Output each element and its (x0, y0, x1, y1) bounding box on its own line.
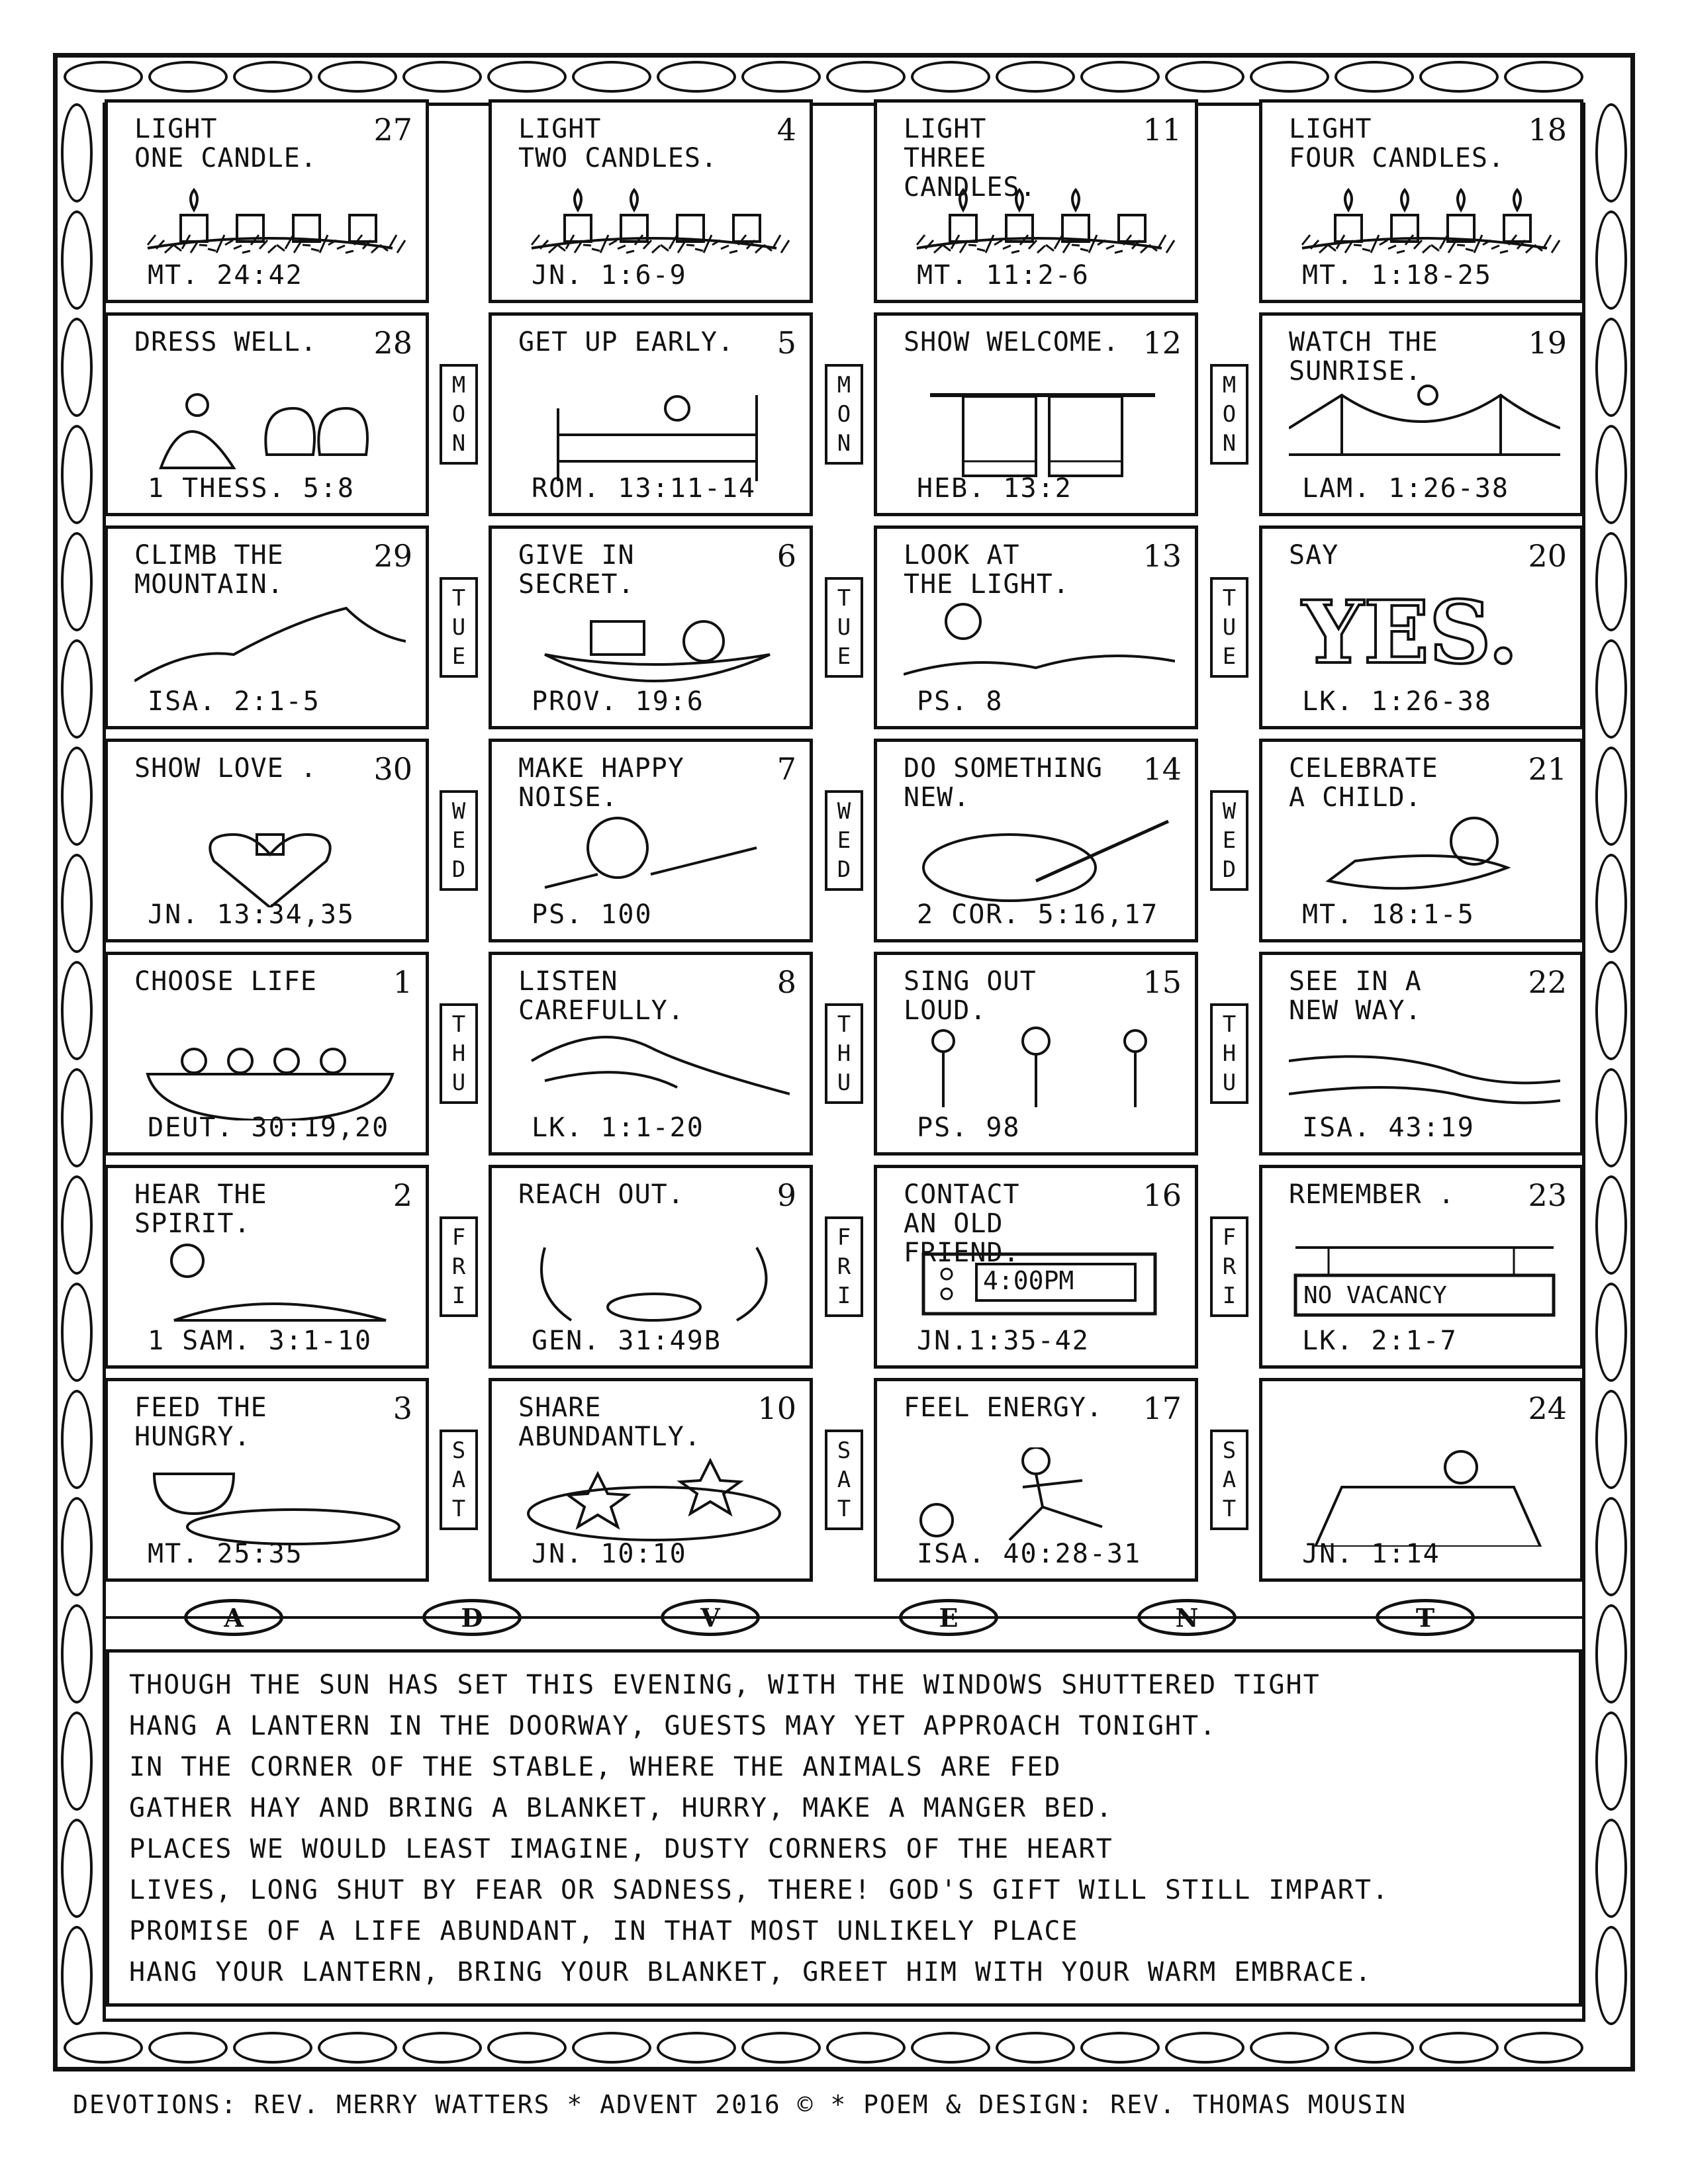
border-oval (911, 61, 990, 93)
advent-letter: D (422, 1599, 522, 1636)
calendar-day-9 (489, 1165, 813, 1369)
scripture-reference: JN. 1:6-9 (532, 260, 687, 291)
poem-line: HANG A LANTERN IN THE DOORWAY, GUESTS MAY YET APPROACH TONIGHT. (129, 1711, 1217, 1741)
border-oval (741, 61, 821, 93)
weekday-text: W E D (825, 790, 863, 891)
border-oval (61, 318, 93, 417)
devotion-title: LIGHT THREE CANDLES. (904, 114, 1037, 203)
day-number: 24 (1528, 1390, 1567, 1426)
advent-letter: E (899, 1599, 998, 1636)
scripture-reference: ROM. 13:11-14 (532, 473, 757, 504)
weekday-text: F R I (825, 1216, 863, 1317)
day-number: 3 (393, 1390, 412, 1426)
weekday-text: F R I (440, 1216, 478, 1317)
border-oval (61, 1497, 93, 1596)
day-number: 21 (1528, 751, 1567, 787)
border-oval (1595, 747, 1627, 846)
bottom-oval-border (61, 2028, 1627, 2068)
border-oval (1595, 532, 1627, 631)
baby-icon (1289, 808, 1560, 907)
credits-footer: DEVOTIONS: REV. MERRY WATTERS * ADVENT 2016 © * POEM & DESIGN: REV. THOMAS MOUSIN (73, 2090, 1407, 2119)
weekday-label (1203, 952, 1256, 1156)
border-oval (1504, 61, 1583, 93)
bed-icon (518, 382, 790, 481)
advent-letter: T (1376, 1599, 1475, 1636)
clock-time: 4:00PM (983, 1266, 1074, 1295)
weekday-text: S A T (440, 1430, 478, 1530)
border-oval (741, 2032, 821, 2064)
scripture-reference: MT. 1:18-25 (1302, 260, 1492, 291)
devotion-title: GIVE IN SECRET. (518, 540, 635, 600)
weekday-label (1203, 739, 1256, 942)
weekday-text: T U E (1210, 577, 1248, 678)
devotion-title: SHOW LOVE . (134, 753, 317, 784)
weekday-text: F R I (1210, 1216, 1248, 1317)
weekday-text: M O N (1210, 364, 1248, 465)
day-number: 1 (393, 964, 412, 1000)
scripture-reference: JN. 1:14 (1302, 1539, 1440, 1569)
day-number: 15 (1143, 964, 1182, 1000)
scripture-reference: PROV. 19:6 (532, 686, 704, 717)
river-icon (1289, 1021, 1560, 1120)
border-oval (318, 2032, 397, 2064)
day-number: 22 (1528, 964, 1567, 1000)
border-oval (1595, 1819, 1627, 1918)
devotion-title: CHOOSE LIFE (134, 966, 317, 997)
scripture-reference: GEN. 31:49B (532, 1326, 722, 1356)
day-number: 20 (1528, 538, 1567, 574)
weekday-label (432, 739, 485, 942)
calendar-day-19 (1259, 312, 1583, 516)
weekday-label (818, 1378, 870, 1582)
devotion-title: SING OUT LOUD. (904, 966, 1037, 1026)
scripture-reference: DEUT. 30:19,20 (148, 1113, 390, 1143)
bulbs-bowl-icon (134, 1021, 406, 1120)
weekday-label (818, 1165, 870, 1369)
devotion-title: SAY (1289, 540, 1339, 570)
border-oval (318, 61, 397, 93)
calendar-day-16 (874, 1165, 1198, 1369)
scripture-reference: PS. 8 (917, 686, 1004, 717)
devotion-title: LIGHT ONE CANDLE. (134, 114, 317, 173)
day-number: 4 (776, 112, 796, 148)
devotion-title: MAKE HAPPY NOISE. (518, 753, 684, 813)
day-number: 27 (373, 112, 412, 148)
scripture-reference: 1 SAM. 3:1-10 (148, 1326, 373, 1356)
scripture-reference: ISA. 40:28-31 (917, 1539, 1142, 1569)
day-number: 16 (1143, 1177, 1182, 1213)
day-number: 28 (373, 325, 412, 361)
border-oval (61, 1926, 93, 2025)
scripture-reference: LK. 2:1-7 (1302, 1326, 1458, 1356)
border-oval (1595, 1926, 1627, 2025)
calendar-day-4 (489, 99, 813, 303)
hat-mittens-icon (134, 382, 406, 481)
calendar-row (105, 99, 1583, 303)
border-oval (1595, 961, 1627, 1060)
border-oval (572, 61, 651, 93)
day-number: 12 (1143, 325, 1182, 361)
border-oval (996, 2032, 1075, 2064)
weekday-text: T H U (1210, 1003, 1248, 1104)
calendar-day-22 (1259, 952, 1583, 1156)
border-oval (1595, 1497, 1627, 1596)
yes-lettering: YES. (1302, 582, 1519, 683)
right-oval-border (1591, 99, 1631, 2032)
devotion-title: CONTACT AN OLD FRIEND. (904, 1179, 1020, 1268)
scripture-reference: HEB. 13:2 (917, 473, 1072, 504)
border-oval (1595, 1068, 1627, 1167)
two-faces-icon (518, 1234, 790, 1334)
devotion-title: SEE IN A NEW WAY. (1289, 966, 1422, 1026)
mountain-icon (134, 595, 406, 694)
weekday-text: S A T (825, 1430, 863, 1530)
devotion-title: LIGHT TWO CANDLES. (518, 114, 718, 173)
calendar-day-23 (1259, 1165, 1583, 1369)
border-oval (1504, 2032, 1583, 2064)
calendar-day-3 (105, 1378, 429, 1582)
calendar-day-12 (874, 312, 1198, 516)
border-oval (1595, 1175, 1627, 1275)
border-oval (657, 2032, 736, 2064)
soccer-icon (904, 1447, 1175, 1547)
calendar-day-2 (105, 1165, 429, 1369)
day-number: 29 (373, 538, 412, 574)
weekday-text: W E D (1210, 790, 1248, 891)
border-oval (1250, 2032, 1329, 2064)
weekday-text: M O N (825, 364, 863, 465)
advent-letter: A (184, 1599, 283, 1636)
weekday-label (818, 312, 870, 516)
day-number: 13 (1143, 538, 1182, 574)
border-oval (61, 1283, 93, 1382)
weekday-text: M O N (440, 364, 478, 465)
towels-icon (904, 382, 1175, 481)
poem-line: HANG YOUR LANTERN, BRING YOUR BLANKET, GREET HIM WITH YOUR WARM EMBRACE. (129, 1957, 1372, 1987)
day-number: 7 (776, 751, 796, 787)
border-oval (1080, 61, 1160, 93)
border-oval (402, 2032, 482, 2064)
scripture-reference: LK. 1:1-20 (532, 1113, 704, 1143)
candles-one-icon (134, 169, 406, 268)
day-number: 11 (1143, 112, 1182, 148)
weekday-text: T H U (825, 1003, 863, 1104)
devotion-title: LIGHT FOUR CANDLES. (1289, 114, 1505, 173)
border-oval (1080, 2032, 1160, 2064)
weekday-text: S A T (1210, 1430, 1248, 1530)
poem-line: THOUGH THE SUN HAS SET THIS EVENING, WITH THE WINDOWS SHUTTERED TIGHT (129, 1670, 1321, 1700)
border-oval (148, 2032, 228, 2064)
day-number: 6 (776, 538, 796, 574)
scripture-reference: ISA. 43:19 (1302, 1113, 1475, 1143)
scripture-reference: PS. 98 (917, 1113, 1021, 1143)
devotion-title: DO SOMETHING NEW. (904, 753, 1103, 813)
poem-box (106, 1649, 1582, 2007)
border-oval (61, 747, 93, 846)
day-number: 14 (1143, 751, 1182, 787)
border-oval (1595, 210, 1627, 310)
border-oval (1595, 103, 1627, 203)
poem-line: PLACES WE WOULD LEAST IMAGINE, DUSTY CORNERS OF THE HEART (129, 1834, 1113, 1864)
advent-letter: V (661, 1599, 760, 1636)
calendar-day-5 (489, 312, 813, 516)
border-oval (487, 2032, 567, 2064)
devotion-title: HEAR THE SPIRIT. (134, 1179, 267, 1239)
border-oval (572, 2032, 651, 2064)
cup-plate-icon (134, 1447, 406, 1547)
scripture-reference: 1 THESS. 5:8 (148, 473, 355, 504)
scripture-reference: PS. 100 (532, 899, 653, 930)
weekday-text: T H U (440, 1003, 478, 1104)
weekday-label (1203, 1165, 1256, 1369)
calendar-day-10 (489, 1378, 813, 1582)
scripture-reference: JN. 10:10 (532, 1539, 687, 1569)
border-oval (61, 961, 93, 1060)
border-oval (64, 2032, 143, 2064)
candles-three-icon (904, 169, 1175, 268)
scripture-reference: MT. 24:42 (148, 260, 303, 291)
border-oval (1165, 2032, 1244, 2064)
border-oval (487, 61, 567, 93)
border-oval (61, 210, 93, 310)
border-oval (826, 2032, 906, 2064)
scripture-reference: ISA. 2:1-5 (148, 686, 320, 717)
poem-line: PROMISE OF A LIFE ABUNDANT, IN THAT MOST UNLIKELY PLACE (129, 1916, 1079, 1946)
calendar-row (105, 952, 1583, 1156)
border-oval (61, 1390, 93, 1489)
devotion-title: WATCH THE SUNRISE. (1289, 327, 1438, 387)
calendar-day-15 (874, 952, 1198, 1156)
gift-basket-icon (518, 595, 790, 694)
border-oval (1165, 61, 1244, 93)
calendar-day-1 (105, 952, 429, 1156)
candles-two-icon (518, 169, 790, 268)
weekday-label (432, 1378, 485, 1582)
devotion-title: LOOK AT THE LIGHT. (904, 540, 1070, 600)
heart-candle-icon (134, 808, 406, 907)
scripture-reference: MT. 25:35 (148, 1539, 303, 1569)
devotion-title: SHOW WELCOME. (904, 327, 1120, 357)
calendar-day-30 (105, 739, 429, 942)
border-oval (61, 103, 93, 203)
weekday-text: T U E (825, 577, 863, 678)
weekday-text: T U E (440, 577, 478, 678)
calendar-day-6 (489, 525, 813, 729)
border-oval (1335, 2032, 1414, 2064)
devotion-title: GET UP EARLY. (518, 327, 735, 357)
devotion-title: LISTEN CAREFULLY. (518, 966, 684, 1026)
devotion-title: DRESS WELL. (134, 327, 317, 357)
happy-child-icon (518, 808, 790, 907)
border-oval (1335, 61, 1414, 93)
advent-banner (105, 1594, 1583, 1645)
border-oval (1595, 425, 1627, 524)
calendar-day-7 (489, 739, 813, 942)
devotion-title: FEED THE HUNGRY. (134, 1392, 267, 1452)
day-number: 9 (776, 1177, 796, 1213)
devotion-title: CELEBRATE A CHILD. (1289, 753, 1438, 813)
angel-face-icon (518, 1021, 790, 1120)
border-oval (1595, 1283, 1627, 1382)
devotion-title: REACH OUT. (518, 1179, 684, 1210)
scripture-reference: MT. 11:2-6 (917, 260, 1090, 291)
vacancy-sign-text: NO VACANCY (1303, 1282, 1447, 1309)
weekday-label (432, 312, 485, 516)
poem-line: IN THE CORNER OF THE STABLE, WHERE THE ANIMALS ARE FED (129, 1752, 1062, 1782)
weekday-label (818, 739, 870, 942)
singers-icon (904, 1021, 1175, 1120)
border-oval (61, 532, 93, 631)
calendar-row (105, 1165, 1583, 1369)
border-oval (148, 61, 228, 93)
border-oval (61, 1711, 93, 1811)
advent-banner-line (105, 1616, 1583, 1619)
day-number: 8 (776, 964, 796, 1000)
border-oval (1595, 1711, 1627, 1811)
calendar-day-14 (874, 739, 1198, 942)
border-oval (911, 2032, 990, 2064)
border-oval (64, 61, 143, 93)
calendar-day-8 (489, 952, 813, 1156)
calendar-row (105, 525, 1583, 729)
day-number: 18 (1528, 112, 1567, 148)
poem-line: LIVES, LONG SHUT BY FEAR OR SADNESS, THERE! GOD'S GIFT WILL STILL IMPART. (129, 1875, 1389, 1905)
poem-line: GATHER HAY AND BRING A BLANKET, HURRY, MAKE A MANGER BED. (129, 1793, 1113, 1823)
border-oval (61, 639, 93, 739)
palette-icon (904, 808, 1175, 907)
border-oval (402, 61, 482, 93)
night-sky-icon (904, 595, 1175, 694)
calendar-day-17 (874, 1378, 1198, 1582)
day-number: 5 (776, 325, 796, 361)
devotion-title: SHARE ABUNDANTLY. (518, 1392, 701, 1452)
calendar-day-21 (1259, 739, 1583, 942)
devotion-title: FEEL ENERGY. (904, 1392, 1103, 1423)
calendar-day-11 (874, 99, 1198, 303)
weekday-label (1203, 312, 1256, 516)
calendar-day-24 (1259, 1378, 1583, 1582)
border-oval (233, 2032, 312, 2064)
border-oval (233, 61, 312, 93)
calendar-day-13 (874, 525, 1198, 729)
scripture-reference: MT. 18:1-5 (1302, 899, 1475, 930)
devotion-title: CLIMB THE MOUNTAIN. (134, 540, 284, 600)
border-oval (1595, 318, 1627, 417)
calendar-day-20 (1259, 525, 1583, 729)
border-oval (1595, 639, 1627, 739)
day-number: 10 (757, 1390, 796, 1426)
border-oval (996, 61, 1075, 93)
calendar-row (105, 312, 1583, 516)
calendar-day-27 (105, 99, 429, 303)
scripture-reference: 2 COR. 5:16,17 (917, 899, 1159, 930)
scripture-reference: JN. 13:34,35 (148, 899, 355, 930)
border-oval (1419, 61, 1499, 93)
border-oval (657, 61, 736, 93)
day-number: 19 (1528, 325, 1567, 361)
calendar-day-28 (105, 312, 429, 516)
calendar-row (105, 739, 1583, 942)
scripture-reference: JN.1:35-42 (917, 1326, 1090, 1356)
calendar-day-18 (1259, 99, 1583, 303)
border-oval (61, 425, 93, 524)
day-number: 30 (373, 751, 412, 787)
calendar-day-29 (105, 525, 429, 729)
border-oval (1595, 854, 1627, 953)
candles-four-icon (1289, 169, 1560, 268)
day-number: 17 (1143, 1390, 1182, 1426)
cookies-plate-icon (518, 1447, 790, 1547)
border-oval (61, 1604, 93, 1704)
border-oval (1595, 1390, 1627, 1489)
border-oval (1595, 1604, 1627, 1704)
weekday-text: W E D (440, 790, 478, 891)
border-oval (61, 1175, 93, 1275)
border-oval (61, 1068, 93, 1167)
border-oval (61, 1819, 93, 1918)
day-number: 23 (1528, 1177, 1567, 1213)
weekday-label (1203, 1378, 1256, 1582)
advent-calendar-grid (105, 99, 1583, 1582)
weekday-label (432, 952, 485, 1156)
border-oval (61, 854, 93, 953)
devotion-title: REMEMBER . (1289, 1179, 1455, 1210)
border-oval (1250, 61, 1329, 93)
scripture-reference: LK. 1:26-38 (1302, 686, 1492, 717)
scripture-reference: LAM. 1:26-38 (1302, 473, 1509, 504)
weekday-label (432, 525, 485, 729)
top-oval-border (61, 57, 1627, 97)
advent-letter: N (1137, 1599, 1237, 1636)
resting-figure-icon (134, 1234, 406, 1334)
weekday-label (432, 1165, 485, 1369)
border-oval (826, 61, 906, 93)
day-number: 2 (393, 1177, 412, 1213)
border-oval (1419, 2032, 1499, 2064)
bridge-icon (1289, 382, 1560, 481)
weekday-label (818, 952, 870, 1156)
weekday-label (818, 525, 870, 729)
weekday-label (1203, 525, 1256, 729)
manger-icon (1289, 1447, 1560, 1547)
calendar-row (105, 1378, 1583, 1582)
left-oval-border (57, 99, 97, 2032)
